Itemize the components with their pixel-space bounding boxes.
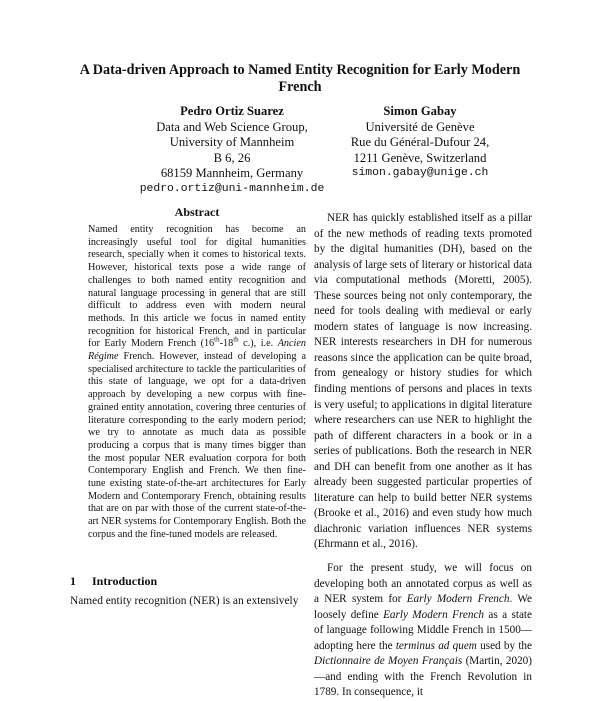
author-affiliation: 1211 Genève, Switzerland [353, 150, 487, 165]
title-line-1: A Data-driven Approach to Named Entity Recognition for Early Modern [79, 62, 521, 78]
paragraph: NER has quickly established itself as a pillar of the new methods of reading texts promoted by the digital humanities (DH), based on the analysis of large sets of literary or historical data via computational methods (Moretti, 2005). These sources being not only contemporary, the need for tools dealing with medieval or early modern states of language is now increasing. NER interests researchers in DH for numerous reasons since the application can be quite broad, from genealogy or history studies for which finding mentions of persons and places in texts is very useful; to applications in digital literature where researchers can use NER to highlight the path of different characters in a book or in a series of publications. Both the research in NER and DH can benefit from one another as it has already been suggested particular properties of literature can help to build better NER systems (Brooke et al., 2016) and even study how much diachronic variation influences NER systems (Ehrmann et al., 2016). [314, 212, 532, 551]
author-affiliation: Data and Web Science Group, [156, 119, 308, 134]
author-name: Pedro Ortiz Suarez [180, 104, 284, 118]
introduction-text: Named entity recognition (NER) is an extensively [70, 595, 299, 607]
paragraph-italic: Dictionnaire de Moyen Français [314, 655, 463, 668]
paragraph [314, 561, 532, 701]
paragraph-part: as a state of language following Middle French in 1500—adopting here the [314, 608, 532, 652]
abstract-part: c.), i.e. [238, 338, 278, 350]
author-email[interactable]: simon.gabay@unige.ch [351, 167, 489, 180]
abstract-italic: Ancien Régime [88, 338, 306, 363]
paper-title [60, 62, 540, 96]
author-name: Simon Gabay [383, 104, 457, 118]
author-block-2 [300, 104, 540, 182]
section-heading [70, 574, 157, 589]
author-affiliation: University of Mannheim [169, 135, 295, 150]
paragraph-part: (Martin, 2020)—and ending with the French Revolution in 1789. In consequence, it [314, 655, 532, 699]
superscript: th [233, 335, 239, 344]
section-number: 1 [70, 574, 76, 588]
right-column [314, 211, 532, 701]
title-line-2: French [278, 79, 322, 95]
abstract-part: French. However, instead of developing a specialised architecture to tackle the particularities of this state of language, we opt for a data-driven approach by developing a new corpus with fine-grained entity annotation, covering three centuries of literature corresponding to the early modern period; we try to annotate as much data as possible producing a corpus that is many times bigger than the most popular NER evaluation corpora for both Contemporary English and French. We then fine-tune existing state-of-the-art architectures for Early Modern and Contemporary French, obtaining results that are on par with those of the current state-of-the-art NER systems for Contemporary English. Both the corpus and the fine-tuned models are released. [88, 351, 306, 540]
paragraph-italic: Early Modern French [383, 608, 485, 621]
abstract-part: -18 [219, 338, 234, 350]
superscript: th [214, 335, 220, 344]
paragraph-part: . We loosely define [314, 593, 532, 621]
author-affiliation: B 6, 26 [213, 150, 251, 165]
author-affiliation: Rue du Général-Dufour 24, [350, 135, 490, 150]
author-affiliation: Université de Genève [365, 119, 475, 134]
section-title: Introduction [92, 574, 158, 588]
abstract-heading: Abstract [174, 205, 220, 219]
paragraph-italic: Early Modern French [406, 593, 510, 606]
paragraph-part: For the present study, we will focus on developing both an annotated corpus as well as a NER system for [314, 562, 532, 606]
author-email[interactable]: pedro.ortiz@uni-mannheim.de [139, 182, 325, 195]
paragraph-italic: terminus ad quem [395, 639, 477, 652]
abstract-text [88, 224, 306, 542]
author-affiliation: 68159 Mannheim, Germany [160, 166, 304, 181]
paragraph-part: used by the [476, 639, 532, 652]
abstract-part: Named entity recognition has become an increasingly useful tool for digital humanities research, specially when it comes to historical texts. However, historical texts pose a wide range of challenges to both named entity recognition and natural language processing in general that are still difficult to address even with modern neural methods. In this article we focus in named entity recognition for historical French, and in particular for Early Modern French (16 [88, 224, 306, 350]
